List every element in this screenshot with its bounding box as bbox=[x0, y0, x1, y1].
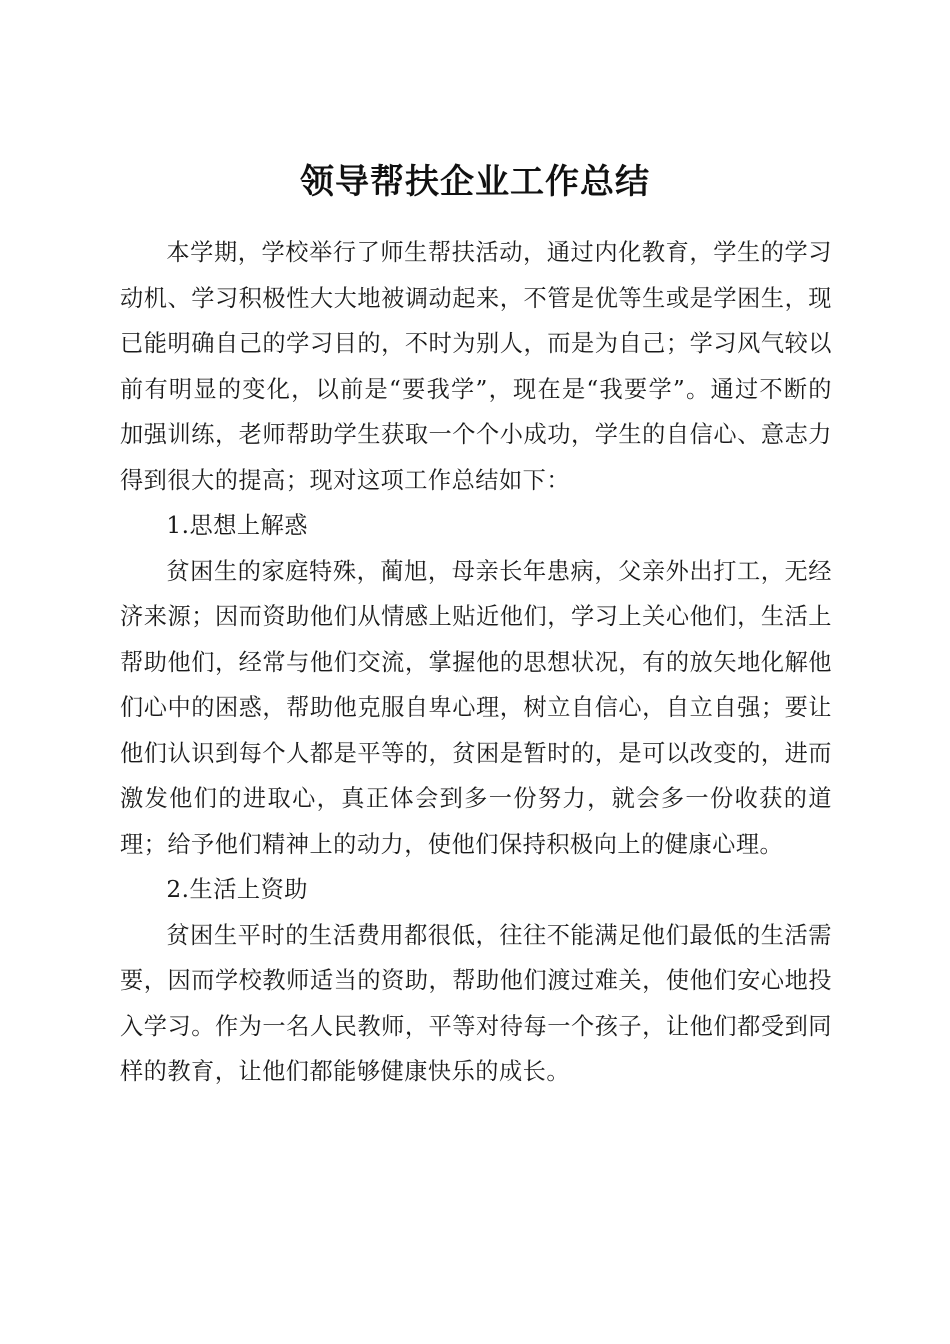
section-heading-1: 1.思想上解惑 bbox=[166, 512, 308, 539]
intro-paragraph: 本学期，学校举行了师生帮扶活动，通过内化教育，学生的学习动机、学习积极性大大地被调动起来，不管是优等生或是学困生，现已能明确自己的学习目的，不时为别人，而是为自己；学习风气较以前有明显的变化，以前是“要我学”，现在是“我要学”。通过不断的加强训练，老师帮助学生获取一个个小成功，学生的自信心、意志力得到很大的提高；现对这项工作总结如下： bbox=[120, 239, 832, 494]
section-paragraph-1: 贫困生的家庭特殊，蔺旭，母亲长年患病，父亲外出打工，无经济来源；因而资助他们从情感上贴近他们，学习上关心他们，生活上帮助他们，经常与他们交流，掌握他的思想状况，有的放矢地化解他们心中的困惑，帮助他克服自卑心理，树立自信心，自立自强；要让他们认识到每个人都是平等的，贫困是暂时的，是可以改变的，进而激发他们的进取心，真正体会到多一份努力，就会多一份收获的道理；给予他们精神上的动力，使他们保持积极向上的健康心理。 bbox=[120, 557, 832, 858]
document-body bbox=[120, 230, 832, 1095]
section-heading-2: 2.生活上资助 bbox=[166, 876, 308, 903]
document-title: 领导帮扶企业工作总结 bbox=[300, 161, 650, 202]
section-paragraph-2: 贫困生平时的生活费用都很低，往往不能满足他们最低的生活需要，因而学校教师适当的资助，帮助他们渡过难关，使他们安心地投入学习。作为一名人民教师，平等对待每一个孩子，让他们都受到同样的教育，让他们都能够健康快乐的成长。 bbox=[120, 921, 832, 1085]
